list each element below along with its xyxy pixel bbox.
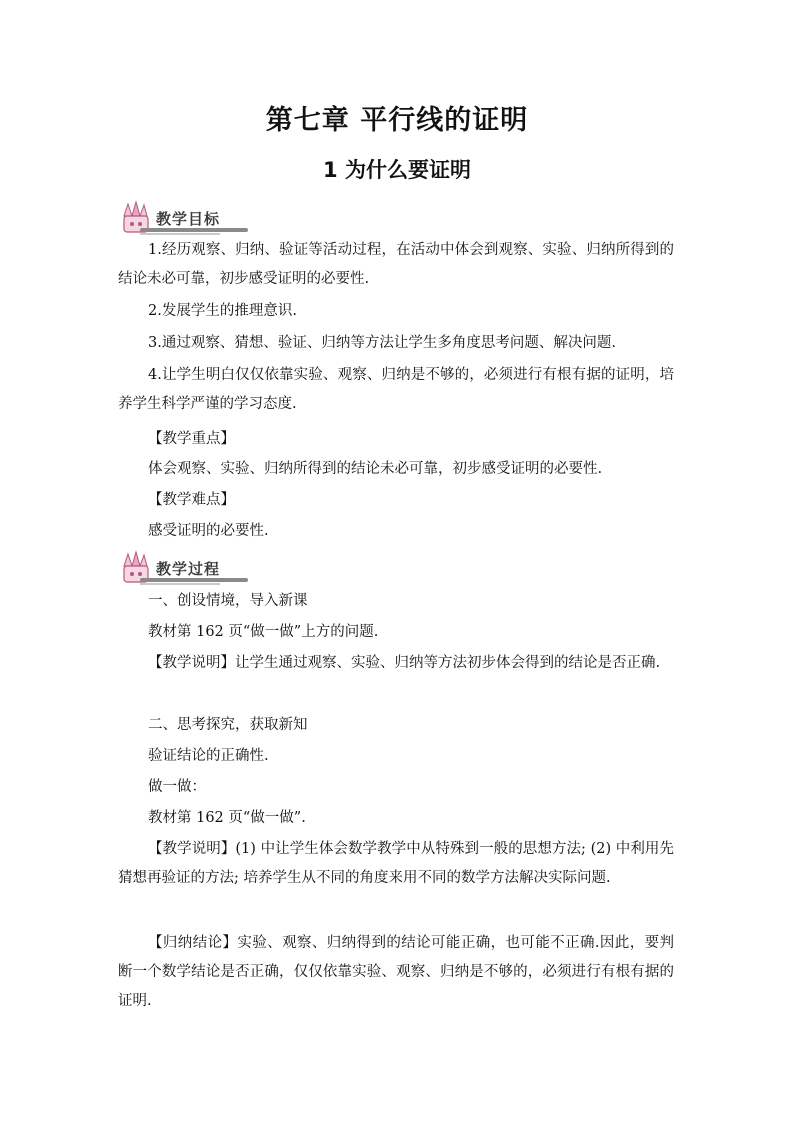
difficulty-text: 感受证明的必要性. [148, 523, 269, 539]
objective-4: 4.让学生明白仅仅依靠实验、观察、归纳是不够的，必须进行有根有据的证明，培养学生科学严谨的学习态度. [118, 367, 674, 412]
section-title: 1 为什么要证明 [323, 158, 471, 182]
process-badge-label: 教学过程 [156, 560, 221, 578]
section-2-text: 验证结论的正确性. [148, 748, 269, 764]
objective-1: 1.经历观察、归纳、验证等活动过程，在活动中体会到观察、实验、归纳所得到的结论未必可靠，初步感受证明的必要性. [118, 242, 674, 287]
section-1-note: 【教学说明】让学生通过观察、实验、归纳等方法初步体会得到的结论是否正确. [148, 655, 661, 671]
objective-3: 3.通过观察、猜想、验证、归纳等方法让学生多角度思考问题、解决问题. [148, 335, 616, 351]
section-2-note: 【教学说明】(1) 中让学生体会数学教学中从特殊到一般的思想方法; (2) 中利用先猜想再验证的方法; 培养学生从不同的角度来用不同的数学方法解决实际问题. [118, 841, 674, 886]
section-2-ref: 教材第 162 页“做一做”. [148, 810, 306, 826]
section-1-heading: 一、创设情境，导入新课 [148, 593, 308, 609]
chapter-title: 第七章 平行线的证明 [265, 105, 529, 136]
badge-underline [140, 228, 248, 232]
objective-2: 2.发展学生的推理意识. [148, 303, 297, 319]
difficulty-heading: 【教学难点】 [148, 492, 235, 508]
section-2-conclusion: 【归纳结论】实验、观察、归纳得到的结论可能正确，也可能不正确.因此，要判断一个数学结论是否正确，仅仅依靠实验、观察、归纳是不够的，必须进行有根有据的证明. [118, 935, 674, 1009]
badge-underline [140, 578, 248, 582]
badge-underline-thin [140, 233, 220, 235]
process-badge [118, 550, 248, 584]
key-point-heading: 【教学重点】 [148, 431, 235, 447]
section-2-do: 做一做： [148, 779, 206, 795]
section-2-heading: 二、思考探究，获取新知 [148, 717, 308, 733]
badge-underline-thin [140, 583, 220, 585]
section-1-text: 教材第 162 页“做一做”上方的问题. [148, 624, 379, 640]
objectives-badge-label: 教学目标 [156, 210, 221, 228]
key-point-text: 体会观察、实验、归纳所得到的结论未必可靠，初步感受证明的必要性. [148, 461, 603, 477]
objectives-badge [118, 200, 248, 234]
